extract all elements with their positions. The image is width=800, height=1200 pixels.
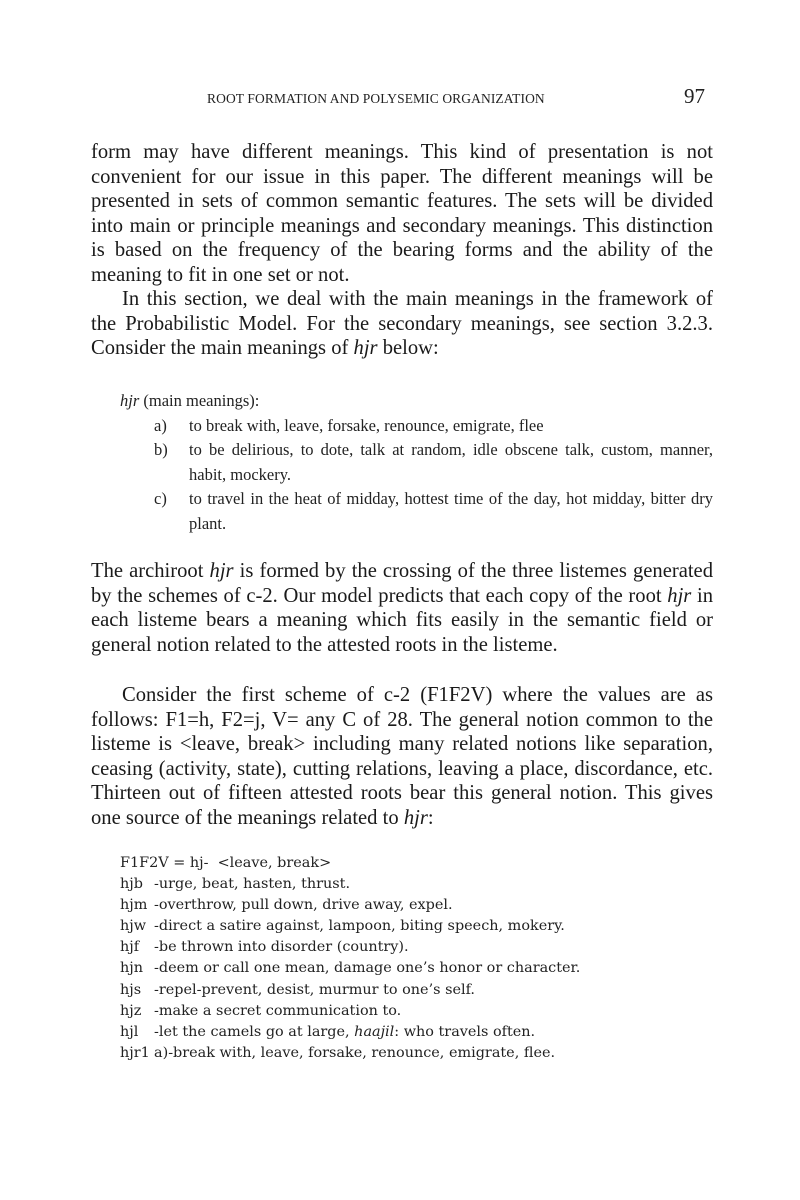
- root-row: [120, 916, 680, 937]
- text-run: below:: [377, 337, 439, 360]
- root-key: hjr1: [120, 1044, 150, 1061]
- text-run: : who travels often.: [394, 1023, 536, 1040]
- paragraph-1-text: form may have different meanings. This kind of presentation is not convenient for our issue in this paper. The different meanings will be presented in sets of common semantic features. The sets will be divided into main or principle meanings and secondary meanings. This distinction is based on the frequency of the bearing forms and the ability of the meaning to fit in one set or not.: [91, 141, 713, 286]
- title-suffix: (main meanings):: [139, 391, 260, 410]
- root-key: hjs: [120, 981, 142, 998]
- root-meaning: -repel-prevent, desist, murmur to one’s self.: [154, 981, 475, 998]
- paragraph-3-text: [91, 559, 713, 657]
- root-row: [120, 980, 680, 1001]
- root-key: hjf: [120, 939, 140, 956]
- root-key: hjz: [120, 1002, 142, 1019]
- root-meaning: -urge, beat, hasten, thrust.: [154, 876, 351, 893]
- paragraph-4: [91, 683, 713, 831]
- root-key: hjw: [120, 918, 147, 935]
- text-run: The archiroot: [91, 560, 210, 582]
- item-text: to travel in the heat of midday, hottest time of the day, hot midday, bitter dry plant.: [189, 489, 713, 533]
- root-key: hjn: [120, 960, 143, 977]
- paragraph-4-text: [91, 683, 713, 831]
- root-row: [120, 874, 680, 895]
- root-row: [120, 958, 680, 979]
- text-run: -let the camels go at large,: [154, 1023, 355, 1040]
- root-term: hjr: [209, 560, 234, 582]
- root-meaning: -make a secret communication to.: [154, 1002, 402, 1019]
- meaning-item: [120, 414, 713, 439]
- text-run: :: [427, 806, 434, 829]
- root-term: hjr: [120, 391, 140, 410]
- main-meanings-block: [120, 389, 713, 536]
- root-meaning: a)-break with, leave, forsake, renounce, emigrate, flee.: [154, 1044, 556, 1061]
- paragraph-1: [91, 140, 713, 288]
- main-meanings-title: [120, 389, 713, 414]
- item-text: to break with, leave, forsake, renounce, emigrate, flee: [189, 415, 544, 435]
- root-key: hjb: [120, 876, 143, 893]
- page-header: [0, 84, 800, 114]
- item-marker: c): [154, 489, 167, 508]
- paragraph-3: [91, 559, 713, 657]
- page-number: 97: [684, 84, 705, 108]
- item-text: to be delirious, to dote, talk at random, idle obscene talk, custom, manner, habit, mockery.: [189, 440, 713, 484]
- text-run: Consider the first scheme of c-2 (F1F2V) where the values are as follows: F1=h, F2=j, V= any C of 28. The general notion common to the listeme is <leave, break> including many related notions like separation, ceasing (activity, state), cutting relations, leaving a place, discordance, etc. Thirteen out of fifteen attested roots bear this general notion. This gives one source of the meanings related to: [91, 684, 713, 829]
- root-meaning: [154, 1024, 535, 1040]
- root-row: [120, 1022, 680, 1043]
- meaning-item: [120, 438, 713, 487]
- item-marker: b): [154, 440, 168, 459]
- root-meaning: -be thrown into disorder (country).: [154, 939, 409, 956]
- heading-text: F1F2V = hj- <leave, break>: [120, 855, 332, 871]
- root-term: hjr: [353, 337, 378, 360]
- root-key: hjm: [120, 897, 148, 914]
- paragraph-2: [91, 287, 713, 361]
- root-key: hjl: [120, 1023, 139, 1040]
- root-term: hjr: [403, 806, 428, 829]
- running-head: ROOT FORMATION AND POLYSEMIC ORGANIZATION: [207, 91, 545, 106]
- root-term: hjr: [667, 584, 692, 607]
- text-run: in each listeme bears a meaning which fits easily in the semantic field or general notion related to the attested roots in the listeme.: [91, 584, 713, 656]
- root-meaning: -deem or call one mean, damage one’s honor or character.: [154, 960, 581, 977]
- item-marker: a): [154, 415, 167, 435]
- italic-term: haajil: [354, 1023, 395, 1040]
- root-row: [120, 937, 680, 958]
- root-row: [120, 895, 680, 916]
- root-row: [120, 1001, 680, 1022]
- root-meaning: -direct a satire against, lampoon, biting speech, mokery.: [154, 918, 565, 935]
- roots-list-heading: [120, 853, 680, 874]
- root-row: [120, 1043, 680, 1064]
- meaning-item: [120, 487, 713, 536]
- text-run: is formed by the crossing of the three listemes generated by the schemes of c-2. Our model predicts that each copy of the root: [91, 560, 713, 607]
- root-meaning: -overthrow, pull down, drive away, expel.: [154, 897, 453, 914]
- roots-list: [120, 853, 680, 1064]
- text-run: In this section, we deal with the main meanings in the framework of the Probabilistic Model. For the secondary meanings, see section 3.2.3. Consider the main meanings of: [91, 288, 713, 360]
- paragraph-2-text: [91, 287, 713, 361]
